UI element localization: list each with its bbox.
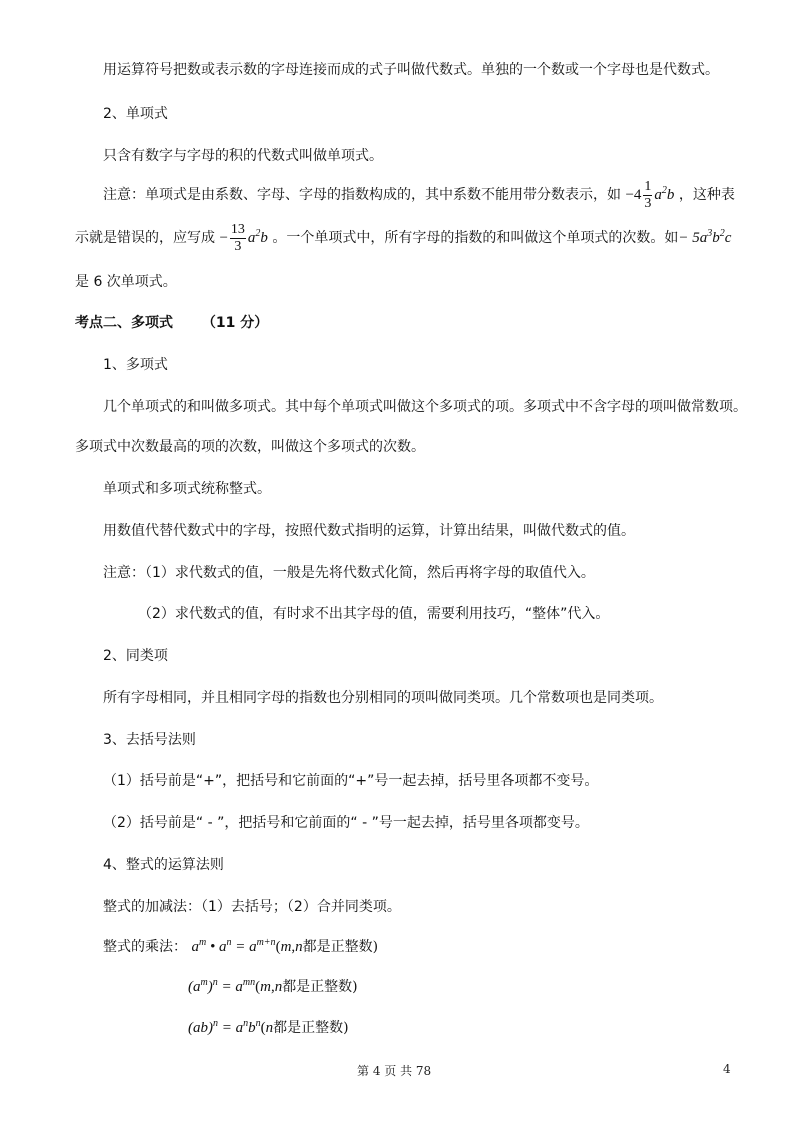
mixed-number-whole: 4: [633, 187, 642, 203]
note-monomial-degree: [75, 220, 731, 256]
fraction-numerator: 13: [230, 221, 245, 237]
paragraph-integral-expression: 单项式和多项式统称整式。: [103, 481, 271, 497]
paragraph-polynomial-degree: 多项式中次数最高的项的次数，叫做这个多项式的次数。: [75, 439, 425, 455]
condition-n: 都是正整数): [273, 1020, 349, 1036]
math-a2b: $a^2b$: [654, 185, 675, 203]
fraction-denominator: 3: [644, 195, 652, 211]
formula-power-of-power: $(a^m)^n = a^{mn}(m,n$都是正整数): [188, 977, 358, 995]
bracket-rule-1: （1）括号前是“+”，把括号和它前面的“+”号一起去掉，括号里各项都不变号。: [103, 773, 599, 789]
condition-m-n: 都是正整数): [282, 979, 358, 995]
formula-power-of-product: $(ab)^n = a^nb^n(n$都是正整数): [188, 1018, 349, 1036]
footer-page-info: 第 4 页 共 78: [357, 1064, 432, 1078]
paragraph-add-subtract: 整式的加减法：（1）去括号；（2）合并同类项。: [103, 899, 401, 915]
note-value-1: 注意：（1）求代数式的值，一般是先将代数式化简，然后再将字母的取值代入。: [103, 565, 595, 581]
section-heading-polynomial: [75, 313, 268, 333]
formula-product-same-base: 整式的乘法： $a^m$ • $a^n = a^{m+n}(m,n$都是正整数): [103, 937, 379, 955]
note-monomial-coefficient: [103, 177, 735, 213]
condition-m-n: 都是正整数): [302, 939, 379, 955]
mixed-number-fraction: [643, 179, 652, 212]
improper-fraction: [230, 222, 246, 255]
paragraph-polynomial-def: 几个单项式的和叫做多项式。其中每个单项式叫做这个多项式的项。多项式中不含字母的项叫做常数项。: [103, 399, 747, 415]
paragraph-like-terms: 所有字母相同，并且相同字母的指数也分别相同的项叫做同类项。几个常数项也是同类项。: [103, 690, 663, 706]
paragraph-expression-value: 用数值代替代数式中的字母，按照代数式指明的运算，计算出结果，叫做代数式的值。: [103, 523, 635, 539]
note-text-c: 示就是错误的，应写成: [75, 230, 215, 246]
bracket-rule-2: （2）括号前是“ - ”，把括号和它前面的“ - ”号一起去掉，括号里各项都变号。: [103, 815, 589, 831]
fraction-denominator: 3: [234, 238, 242, 254]
mixed-number-sign: −: [625, 187, 634, 203]
improper-fraction-sign: −: [219, 230, 228, 246]
heading-operation-rules: 4、整式的运算法则: [103, 857, 224, 873]
math-formula-1: $a^m$ • $a^n = a^{m+n}$: [191, 937, 276, 955]
paragraph-monomial-definition: 只含有数字与字母的积的代数式叫做单项式。: [103, 148, 383, 164]
multiplication-label: 整式的乘法：: [103, 939, 187, 955]
footer-page-number: 4: [723, 1062, 731, 1076]
heading-polynomial: 1、多项式: [103, 357, 168, 373]
section-title: 考点二、多项式: [75, 315, 173, 331]
heading-like-terms: 2、同类项: [103, 648, 168, 664]
note-text-d: 。一个单项式中，所有字母的指数的和叫做这个单项式的次数。如: [272, 230, 679, 246]
fraction-numerator: 1: [644, 178, 652, 194]
math-a2b: $a^2b$: [247, 228, 268, 246]
heading-monomial: 2、单项式: [103, 106, 168, 122]
math-formula-2: $(a^m)^n = a^{mn}$: [188, 977, 256, 995]
note-text-a: 注意：单项式是由系数、字母、字母的指数构成的，其中系数不能用带分数表示，如: [103, 187, 621, 203]
heading-bracket-rules: 3、去括号法则: [103, 732, 196, 748]
note-value-2: （2）求代数式的值，有时求不出其字母的值，需要利用技巧，“整体”代入。: [138, 606, 610, 622]
note-sixth-degree: 是 6 次单项式。: [75, 274, 177, 290]
note-text-b: ，这种表: [678, 187, 735, 203]
section-score: （11 分）: [201, 315, 269, 331]
paragraph-algebraic-expression: 用运算符号把数或表示数的字母连接而成的式子叫做代数式。单独的一个数或一个字母也是代数式。: [103, 62, 719, 78]
math-formula-3: $(ab)^n = a^nb^n$: [188, 1018, 261, 1036]
math-example-monomial: − $5a^3b^2c$: [678, 228, 732, 246]
